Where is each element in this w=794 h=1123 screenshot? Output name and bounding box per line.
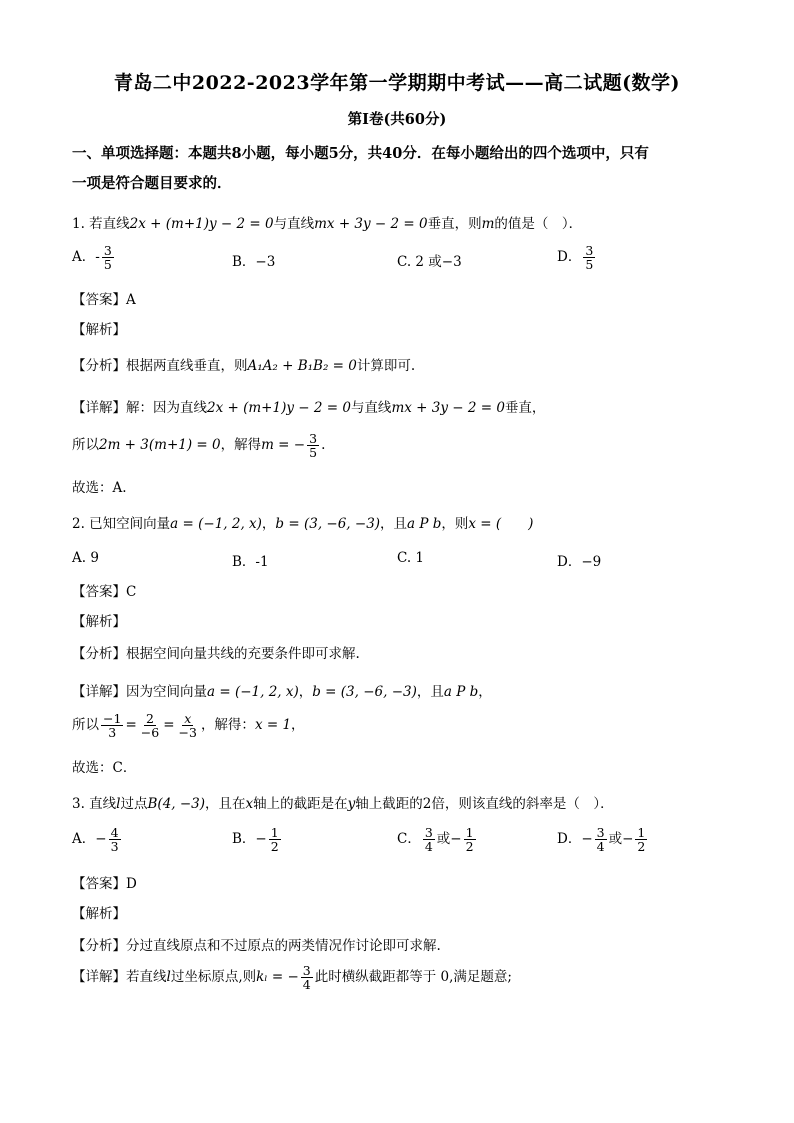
q2-f2-den: −6 — [140, 725, 160, 741]
q2-fraction-1 — [101, 712, 123, 739]
q1-option-d-fraction — [583, 244, 595, 271]
q2-equals-2: = — [163, 717, 175, 734]
q1-option-a — [72, 244, 116, 271]
q2-xj-and: ，且 — [416, 684, 444, 700]
q2-xj-vector-a: a = (−1, 2, x) — [207, 684, 299, 700]
q2-xiangjie-tag: 【详解】 — [72, 684, 126, 700]
q1-option-d-label: D． — [557, 249, 582, 266]
q2-then: ，则 — [441, 516, 469, 532]
q2-analysis-label: 【解析】 — [72, 614, 126, 630]
q3-option-c-fraction-1 — [423, 826, 435, 853]
q3-option-a-label: A．− — [72, 831, 107, 848]
q1-analysis-tag — [72, 318, 126, 338]
q3-mid2: 轴上的截距是在 — [253, 796, 348, 812]
q3-mid3: 轴上截距的 — [355, 796, 423, 812]
q2-option-d: D．−9 — [557, 554, 602, 570]
q2-equals-1: = — [125, 717, 137, 734]
q3-option-c-den1: 4 — [424, 839, 433, 855]
question-3-stem — [72, 792, 614, 812]
q2-fraction-2 — [139, 712, 161, 739]
q2-f3-den: −3 — [178, 725, 197, 741]
q1-option-a-num: 3 — [103, 243, 112, 258]
q2-solution — [72, 712, 305, 739]
q3-option-d-or: 或− — [608, 831, 634, 848]
question-1-stem — [72, 212, 582, 232]
q3-option-c-label: C． — [397, 831, 421, 848]
q1-so-var: m = − — [261, 437, 306, 454]
q3-xiangjie-tag: 【详解】 — [72, 969, 126, 986]
q1-option-a-label: A． — [72, 249, 96, 266]
q1-option-b: B．−3 — [232, 254, 276, 270]
q2-fenxi-tag: 【分析】 — [72, 646, 126, 662]
q1-var: m — [481, 216, 495, 232]
q2-vector-a: a = (−1, 2, x) — [170, 516, 262, 532]
q3-option-d-num2: 1 — [637, 825, 646, 840]
q1-fenxi-post: 计算即可. — [356, 358, 416, 374]
q1-xj-mid: 与直线 — [350, 400, 392, 416]
q1-fenxi — [72, 354, 415, 374]
q1-equation-1: 2x + (m+1)y − 2 = 0 — [129, 216, 274, 232]
q3-pass: 过点 — [120, 796, 148, 812]
q3-option-d-label: D．− — [557, 831, 593, 848]
q3-xj-pre: 若直线 — [126, 969, 167, 986]
q1-equation-2: mx + 3y − 2 = 0 — [314, 216, 428, 232]
q3-pre: 3. 直线 — [72, 796, 117, 812]
q1-answer-value: A — [126, 292, 136, 308]
q3-option-a-den: 3 — [110, 839, 119, 855]
q3-analysis-label: 【解析】 — [72, 906, 126, 922]
q2-xj-comma: ， — [298, 684, 313, 700]
q1-so-mid: ，解得 — [220, 437, 262, 454]
q3-option-b-label: B．− — [232, 831, 267, 848]
q3-option-d-fraction-2 — [635, 826, 647, 853]
q3-fenxi-tag: 【分析】 — [72, 938, 126, 954]
q2-so-end: ， — [291, 717, 305, 734]
q1-fenxi-equation: A₁A₂ + B₁B₂ = 0 — [247, 358, 357, 374]
q3-option-b — [232, 826, 283, 853]
q2-f2-num: 2 — [145, 711, 154, 726]
q3-option-a-fraction — [109, 826, 121, 853]
q3-xiangjie — [72, 964, 512, 991]
q2-f3-num: x — [184, 711, 192, 726]
q2-fraction-3 — [177, 712, 199, 739]
q1-solution — [72, 432, 325, 459]
q3-xj-num: 3 — [302, 963, 311, 978]
q1-so-den: 5 — [309, 445, 318, 461]
q1-pre: 1. 若直线 — [72, 216, 130, 232]
q3-option-a-num: 4 — [110, 825, 119, 840]
q3-tail: 倍，则该直线的斜率是（ ）． — [431, 796, 614, 812]
q1-post: 垂直，则 — [427, 216, 482, 232]
q3-answer-tag: 【答案】 — [72, 876, 126, 892]
q1-option-c: C. 2 或−3 — [397, 254, 462, 270]
q2-xj-parallel: a P b — [443, 684, 479, 700]
q1-answer — [72, 288, 136, 308]
q2-answer-value: C — [126, 584, 137, 600]
q3-option-b-den: 2 — [270, 839, 279, 855]
q1-xj-pre: 解：因为直线 — [126, 400, 207, 416]
q3-xj-den: 4 — [302, 977, 311, 993]
q1-so-fraction — [307, 432, 319, 459]
q2-fenxi-text: 根据空间向量共线的充要条件即可求解. — [126, 646, 360, 662]
q1-option-a-den: 5 — [103, 257, 112, 273]
q3-option-c-fraction-2 — [464, 826, 476, 853]
q3-fenxi-text: 分过直线原点和不过原点的两类情况作讨论即可求解. — [126, 938, 441, 954]
q2-xj-end: ， — [478, 684, 492, 700]
q3-option-d-fraction-1 — [595, 826, 607, 853]
q3-analysis-tag — [72, 902, 126, 922]
q2-answer — [72, 580, 136, 600]
q3-option-c-den2: 2 — [465, 839, 474, 855]
page-title: 青岛二中2022-2023学年第一学期期中考试——高二试题(数学) — [113, 72, 681, 94]
q1-xj-equation-1: 2x + (m+1)y − 2 = 0 — [207, 400, 351, 416]
q1-option-a-sign: - — [95, 249, 100, 266]
question-2-stem — [72, 512, 533, 532]
q3-option-d-num1: 3 — [596, 825, 605, 840]
q1-option-d-den: 5 — [585, 257, 594, 273]
q2-answer-tag: 【答案】 — [72, 584, 126, 600]
q1-answer-tag: 【答案】 — [72, 292, 126, 308]
q3-option-c-num2: 1 — [465, 825, 474, 840]
q2-choose: 故选：C． — [72, 760, 137, 776]
q1-xiangjie — [72, 396, 545, 416]
q3-mid1: ，且在 — [205, 796, 246, 812]
q2-analysis-tag — [72, 610, 126, 630]
q3-option-d-den2: 2 — [637, 839, 646, 855]
q3-xj-mid: 过坐标原点,则 — [170, 969, 257, 986]
q3-option-c-or: 或− — [436, 831, 462, 848]
q2-so-pre: 所以 — [72, 717, 99, 734]
q2-fenxi — [72, 642, 360, 662]
q3-option-b-fraction — [269, 826, 281, 853]
q2-option-c: C. 1 — [397, 550, 425, 566]
q3-option-c — [397, 826, 478, 853]
q1-so-equation: 2m + 3(m+1) = 0 — [99, 437, 221, 454]
q2-option-b: B．-1 — [232, 554, 269, 570]
q1-choose: 故选：A. — [72, 480, 127, 496]
q2-f1-num: −1 — [103, 711, 122, 726]
q2-ask: x = ( ) — [468, 516, 534, 532]
q2-and: ，且 — [380, 516, 408, 532]
q3-xj-line-l: l — [166, 969, 171, 986]
q3-two: 2 — [422, 796, 432, 812]
q1-mid: 与直线 — [273, 216, 315, 232]
q3-option-a — [72, 826, 123, 853]
q1-so-num: 3 — [309, 431, 318, 446]
q2-xiangjie — [72, 680, 492, 700]
q3-y: y — [347, 796, 356, 812]
q3-option-b-num: 1 — [270, 825, 279, 840]
q3-answer-value: D — [126, 876, 137, 892]
q1-analysis-label: 【解析】 — [72, 322, 126, 338]
q1-tail: 的值是（ ）． — [494, 216, 583, 232]
q1-option-d-num: 3 — [585, 243, 594, 258]
q1-xiangjie-tag: 【详解】 — [72, 400, 126, 416]
q1-option-a-fraction — [102, 244, 114, 271]
q2-vector-b: b = (3, −6, −3) — [275, 516, 381, 532]
q2-so-result: x = 1 — [254, 717, 292, 734]
q3-answer — [72, 872, 137, 892]
q2-f1-den: 3 — [108, 725, 117, 741]
q1-fenxi-tag: 【分析】 — [72, 358, 126, 374]
q2-comma: ， — [261, 516, 276, 532]
q1-xj-post: 垂直， — [504, 400, 546, 416]
q3-xj-slope: kₗ = − — [256, 969, 299, 986]
q3-x: x — [245, 796, 254, 812]
q3-line-l: l — [116, 796, 121, 812]
q2-so-mid: ，解得： — [200, 717, 255, 734]
q3-option-c-num1: 3 — [424, 825, 433, 840]
q3-fenxi — [72, 934, 441, 954]
q2-xj-pre: 因为空间向量 — [126, 684, 207, 700]
q1-so-end: . — [321, 437, 326, 454]
q2-pre: 2. 已知空间向量 — [72, 516, 171, 532]
q3-option-d-den1: 4 — [596, 839, 605, 855]
section-instruction-line2: 一项是符合题目要求的． — [72, 175, 232, 192]
q3-point: B(4, −3) — [147, 796, 206, 812]
q2-xj-vector-b: b = (3, −6, −3) — [312, 684, 417, 700]
q1-option-d — [557, 244, 597, 271]
section-subtitle: 第Ⅰ卷(共60分) — [347, 111, 447, 128]
q2-option-a: A. 9 — [72, 550, 99, 566]
q3-xj-post: 此时横纵截距都等于 0,满足题意; — [314, 969, 512, 986]
q3-xj-fraction — [301, 964, 313, 991]
q1-so-pre: 所以 — [72, 437, 99, 454]
q1-xj-equation-2: mx + 3y − 2 = 0 — [391, 400, 505, 416]
section-instruction-line1: 一、单项选择题：本题共8小题，每小题5分，共40分．在每小题给出的四个选项中，只有 — [72, 145, 649, 162]
q2-parallel: a P b — [407, 516, 442, 532]
q1-fenxi-pre: 根据两直线垂直，则 — [126, 358, 248, 374]
q3-option-d — [557, 826, 649, 853]
